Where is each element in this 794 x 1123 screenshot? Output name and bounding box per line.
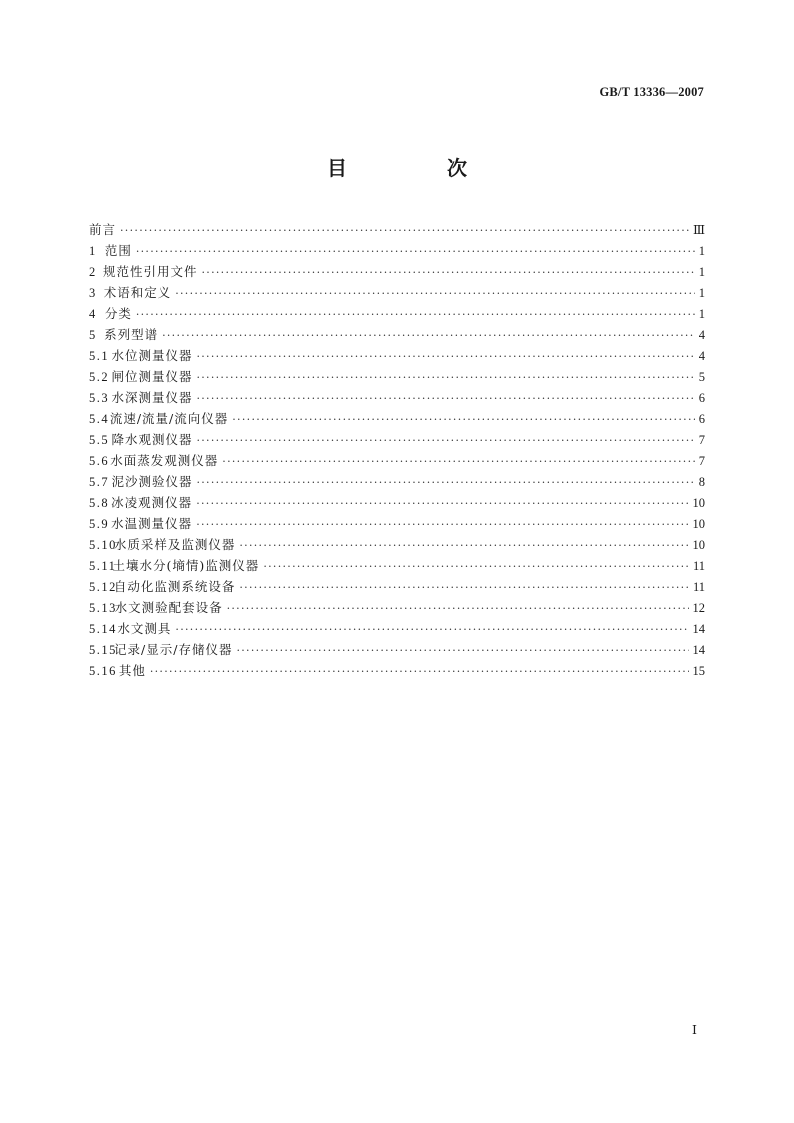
toc-entry-title: 水文测具	[117, 621, 172, 636]
dot-leader	[201, 262, 694, 283]
toc-entry-title: 水位测量仪器	[111, 348, 193, 363]
toc-entry[interactable]	[89, 429, 705, 450]
toc-entry-number: 5.11	[89, 559, 117, 573]
toc-entry-page: 1	[698, 307, 705, 321]
toc-entry-number: 2	[89, 265, 97, 279]
toc-entry[interactable]	[89, 219, 705, 240]
toc-entry-title: 规范性引用文件	[102, 264, 198, 279]
toc-entry-page: 7	[698, 433, 705, 447]
toc-entry-number: 3	[89, 286, 97, 300]
toc-entry-number: 5.16	[89, 664, 117, 678]
dot-leader	[196, 472, 694, 493]
toc-entry-page: 4	[698, 328, 705, 342]
toc-entry-title: 降水观测仪器	[111, 432, 193, 447]
toc-entry-page: 14	[692, 643, 705, 657]
toc-entry[interactable]	[89, 240, 705, 261]
toc-entry-number: 5.2	[89, 370, 110, 384]
toc-entry-page: 6	[698, 391, 705, 405]
toc-entry[interactable]	[89, 345, 705, 366]
dot-leader	[136, 304, 695, 325]
dot-leader	[236, 640, 688, 661]
toc-entry-title: 系列型谱	[104, 327, 159, 342]
toc-entry-page: 10	[692, 538, 705, 552]
page-title: 目 次	[327, 156, 507, 180]
toc-entry-page: Ⅲ	[692, 223, 705, 237]
toc-entry-title: 分类	[104, 306, 132, 321]
toc-entry[interactable]	[89, 303, 705, 324]
dot-leader	[196, 493, 688, 514]
toc-entry-title: 水深测量仪器	[111, 390, 193, 405]
toc-entry[interactable]	[89, 534, 705, 555]
toc-entry-page: 1	[698, 286, 705, 300]
toc-entry-number: 5.10	[89, 538, 117, 552]
toc-entry-number: 5.3	[89, 391, 110, 405]
toc-entry[interactable]	[89, 576, 705, 597]
toc-entry[interactable]	[89, 324, 705, 345]
page-number: Ⅰ	[692, 1023, 697, 1037]
dot-leader	[239, 535, 688, 556]
toc-entry-number: 5.5	[89, 433, 110, 447]
dot-leader	[150, 661, 689, 682]
toc-entry[interactable]	[89, 366, 705, 387]
toc-entry[interactable]	[89, 408, 705, 429]
toc-entry-page: 12	[692, 601, 705, 615]
toc-entry[interactable]	[89, 639, 705, 660]
toc-entry-title: 冰凌观测仪器	[111, 495, 193, 510]
toc-entry[interactable]	[89, 450, 705, 471]
dot-leader	[239, 577, 689, 598]
toc-entry[interactable]	[89, 492, 705, 513]
toc-entry-page: 7	[698, 454, 705, 468]
dot-leader	[162, 325, 695, 346]
toc-entry-page: 1	[698, 244, 705, 258]
toc-entry-page: 11	[692, 559, 705, 573]
table-of-contents	[89, 219, 705, 681]
toc-entry-page: 8	[698, 475, 705, 489]
toc-entry-number: 5.4	[89, 412, 110, 426]
dot-leader	[222, 451, 694, 472]
toc-entry-number: 5.8	[89, 496, 110, 510]
toc-entry-title: 自动化监测系统设备	[113, 579, 236, 594]
toc-entry-page: 6	[698, 412, 705, 426]
toc-entry-page: 4	[698, 349, 705, 363]
toc-entry-title: 水温测量仪器	[111, 516, 193, 531]
dot-leader	[196, 346, 694, 367]
toc-entry-number: 5.14	[89, 622, 117, 636]
toc-entry-title: 范围	[104, 243, 132, 258]
toc-entry-page: 10	[692, 517, 705, 531]
toc-entry-number: 4	[89, 307, 97, 321]
toc-entry-page: 11	[692, 580, 705, 594]
toc-entry[interactable]	[89, 471, 705, 492]
dot-leader	[175, 283, 695, 304]
toc-entry-title: 流速/流量/流向仪器	[109, 411, 229, 426]
standard-code: GB/T 13336—2007	[599, 85, 704, 99]
dot-leader	[263, 556, 689, 577]
toc-entry-title: 其他	[118, 663, 146, 678]
toc-entry-page: 5	[698, 370, 705, 384]
toc-entry-title: 土壤水分(墒情)监测仪器	[112, 558, 260, 573]
dot-leader	[120, 220, 689, 241]
toc-entry-page: 10	[692, 496, 705, 510]
toc-entry-title: 术语和定义	[103, 285, 172, 300]
toc-entry-page: 1	[698, 265, 705, 279]
toc-entry[interactable]	[89, 555, 705, 576]
dot-leader	[227, 598, 689, 619]
toc-entry-number: 5.6	[89, 454, 110, 468]
toc-entry[interactable]	[89, 387, 705, 408]
dot-leader	[232, 409, 694, 430]
toc-entry-title: 泥沙测验仪器	[111, 474, 193, 489]
toc-entry-number: 1	[89, 244, 97, 258]
toc-entry-title: 前言	[89, 222, 117, 237]
toc-entry[interactable]	[89, 261, 705, 282]
toc-entry-number: 5.15	[89, 643, 117, 657]
dot-leader	[136, 241, 695, 262]
dot-leader	[175, 619, 688, 640]
toc-entry[interactable]	[89, 597, 705, 618]
toc-entry-number: 5.12	[89, 580, 117, 594]
toc-entry-number: 5.7	[89, 475, 110, 489]
toc-entry-title: 水面蒸发观测仪器	[110, 453, 219, 468]
toc-entry[interactable]	[89, 282, 705, 303]
toc-entry-title: 水文测验配套设备	[114, 600, 223, 615]
dot-leader	[196, 514, 688, 535]
toc-entry-title: 闸位测量仪器	[111, 369, 193, 384]
toc-entry-page: 15	[692, 664, 705, 678]
toc-entry-title: 记录/显示/存储仪器	[114, 642, 233, 657]
toc-entry-number: 5.1	[89, 349, 110, 363]
toc-entry-number: 5.13	[89, 601, 117, 615]
toc-entry-number: 5.9	[89, 517, 110, 531]
toc-entry[interactable]	[89, 618, 705, 639]
toc-entry[interactable]	[89, 513, 705, 534]
toc-entry-title: 水质采样及监测仪器	[113, 537, 236, 552]
toc-entry[interactable]	[89, 660, 705, 681]
dot-leader	[196, 367, 694, 388]
toc-entry-page: 14	[692, 622, 705, 636]
toc-entry-number: 5	[89, 328, 97, 342]
dot-leader	[196, 388, 694, 409]
dot-leader	[196, 430, 694, 451]
